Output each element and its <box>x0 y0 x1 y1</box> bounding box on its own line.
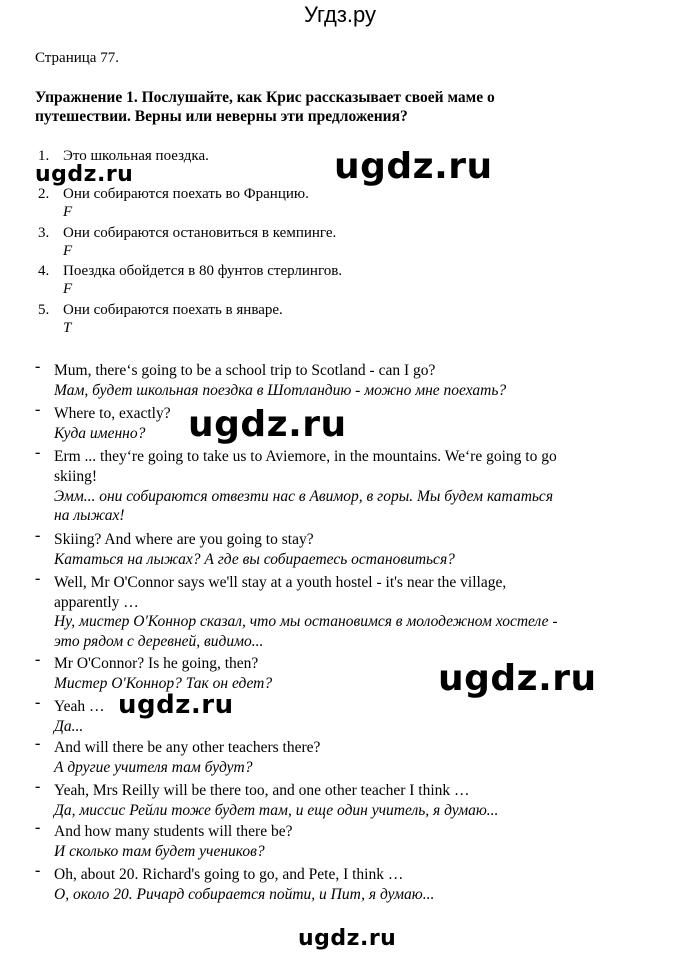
dialogue-ru-line: на лыжах! <box>54 507 125 524</box>
dialogue-ru-line: Кататься на лыжах? А где вы собираетесь остановиться? <box>54 551 455 568</box>
dialogue-en-line: And how many students will there be? <box>54 823 293 840</box>
dash-bullet: - <box>35 735 41 752</box>
dialogue-en-line: Mr O'Connor? Is he going, then? <box>54 655 259 672</box>
dialogue-en-line: Yeah, Mrs Reilly will be there too, and one other teacher I think … <box>54 782 470 799</box>
dash-bullet: - <box>35 444 41 461</box>
page-label: Страница 77. <box>35 50 119 66</box>
dash-bullet: - <box>35 358 41 375</box>
question-item: 4. Поездка обойдется в 80 фунтов стерлингов. <box>38 263 343 279</box>
answer-mark: F <box>63 204 73 220</box>
dialogue-en-line: And will there be any other teachers there? <box>54 739 321 756</box>
dialogue-en-line: apparently … <box>54 594 139 611</box>
watermark: ugdz.ru <box>118 690 234 720</box>
answer-mark: F <box>63 243 73 259</box>
dash-bullet: - <box>35 651 41 668</box>
dialogue-ru-line: А другие учителя там будут? <box>54 759 253 776</box>
watermark: ugdz.ru <box>35 162 134 187</box>
dialogue-en-line: Mum, there‘s going to be a school trip to Scotland - can I go? <box>54 362 436 379</box>
answer-mark: F <box>63 281 73 297</box>
dialogue-ru-line: Мам, будет школьная поездка в Шотландию - можно мне поехать? <box>54 382 507 399</box>
watermark: ugdz.ru <box>298 926 397 951</box>
dialogue-en-line: Oh, about 20. Richard's going to go, and Pete, I think … <box>54 866 404 883</box>
site-title: Угдз.ру <box>303 2 377 27</box>
dialogue-ru-line: Эмм... они собираются отвезти нас в Авимор, в горы. Мы будем кататься <box>54 488 554 505</box>
exercise-heading: Упражнение 1. Послушайте, как Крис рассказывает своей маме о путешествии. Верны или неверны эти предложения? <box>35 89 495 125</box>
dialogue-ru-line: Куда именно? <box>54 425 146 442</box>
dash-bullet: - <box>35 527 41 544</box>
dialogue-ru-line: Ну, мистер О'Коннор сказал, что мы остановимся в молодежном хостеле - <box>54 613 558 630</box>
answer-mark: T <box>63 320 72 336</box>
dialogue-ru-line: И сколько там будет учеников? <box>54 843 265 860</box>
dialogue-ru-line: Да, миссис Рейли тоже будет там, и еще один учитель, я думаю... <box>54 802 499 819</box>
dialogue-ru-line: О, около 20. Ричард собирается пойти, и Пит, я думаю... <box>54 886 435 903</box>
question-item: 1. Это школьная поездка. <box>38 148 209 164</box>
question-item: 3. Они собираются остановиться в кемпинге. <box>38 225 337 241</box>
dialogue-en-line: Erm ... they‘re going to take us to Aviemore, in the mountains. We‘re going to go <box>54 448 557 465</box>
watermark: ugdz.ru <box>188 404 347 445</box>
dialogue-en-line: skiing! <box>54 468 98 485</box>
dash-bullet: - <box>35 819 41 836</box>
dash-bullet: - <box>35 401 41 418</box>
dash-bullet: - <box>35 570 41 587</box>
dialogue-en-line: Well, Mr O'Connor says we'll stay at a youth hostel - it's near the village, <box>54 574 507 591</box>
dash-bullet: - <box>35 862 41 879</box>
watermark: ugdz.ru <box>334 146 493 187</box>
watermark: ugdz.ru <box>438 658 597 699</box>
dash-bullet: - <box>35 778 41 795</box>
dialogue-en-line: Where to, exactly? <box>54 405 171 422</box>
dialogue-en-line: Skiing? And where are you going to stay? <box>54 531 314 548</box>
dialogue-ru-line: Да... <box>54 718 84 735</box>
question-item: 5. Они собираются поехать в январе. <box>38 302 283 318</box>
dialogue-ru-line: это рядом с деревней, видимо... <box>54 633 264 650</box>
question-item: 2. Они собираются поехать во Францию. <box>38 186 309 202</box>
dialogue-ru-line: Мистер О'Коннор? Так он едет? <box>54 675 273 692</box>
dialogue-en-line: Yeah … <box>54 698 105 715</box>
dash-bullet: - <box>35 694 41 711</box>
